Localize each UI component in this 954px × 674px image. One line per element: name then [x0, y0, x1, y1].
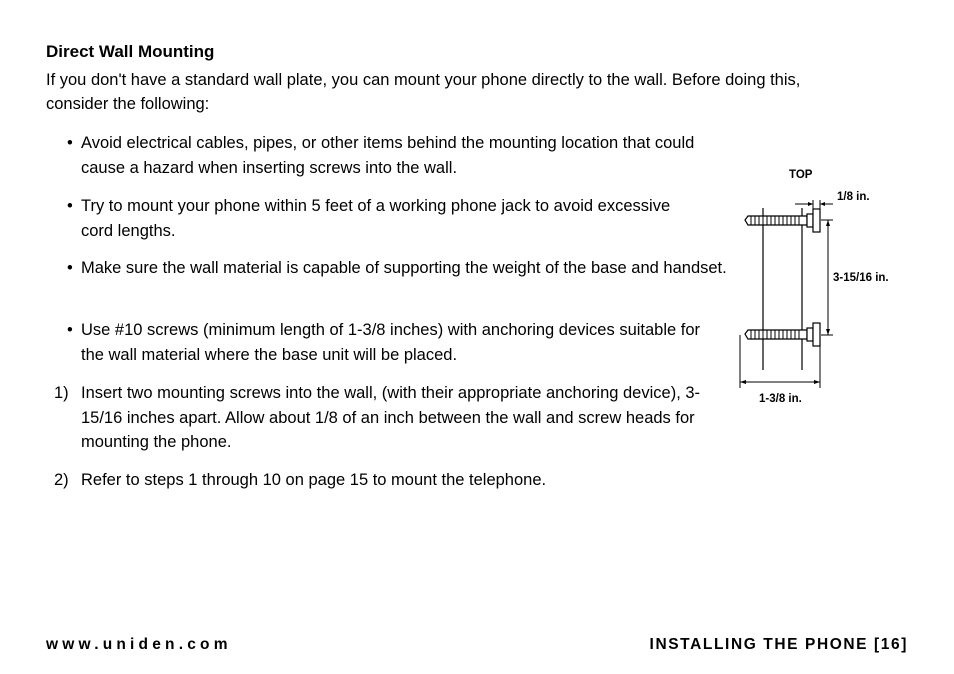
- bullet-marker: •: [67, 259, 73, 277]
- bullet-item: Avoid electrical cables, pipes, or other items behind the mounting location that could cause a hazard when inserting screws into the wall.: [81, 134, 695, 177]
- bullet-item: Use #10 screws (minimum length of 1-3/8 inches) with anchoring devices suitable for the wall material where the base unit will be placed.: [81, 321, 701, 364]
- bottom-screw-icon: [745, 323, 820, 346]
- diagram-gap-label: 1/8 in.: [837, 191, 870, 203]
- bullet-item: Try to mount your phone within 5 feet of a working phone jack to avoid excessive cord lengths.: [81, 197, 671, 240]
- bullet-marker: •: [67, 321, 73, 339]
- diagram-top-label: TOP: [789, 169, 813, 181]
- wall-mount-diagram: [735, 160, 915, 410]
- step-number: 1): [54, 384, 69, 402]
- diagram-length-label: 1-3/8 in.: [759, 393, 802, 405]
- length-dimension: [740, 335, 820, 388]
- bullet-item: Make sure the wall material is capable of supporting the weight of the base and handset.: [81, 259, 727, 277]
- top-screw-icon: [745, 209, 820, 232]
- bullet-marker: •: [67, 197, 73, 215]
- step-item: Insert two mounting screws into the wall, (with their appropriate anchoring device), 3-15/16 inches apart. Allow about 1/8 of an inch between the wall and screw heads for mounting the phone.: [81, 384, 701, 451]
- gap-dimension: [795, 200, 833, 209]
- section-page-footer: INSTALLING THE PHONE [16]: [649, 636, 908, 653]
- step-item: Refer to steps 1 through 10 on page 15 to mount the telephone.: [81, 471, 547, 489]
- bullet-marker: •: [67, 134, 73, 152]
- wall-plate: [763, 208, 802, 370]
- section-heading: Direct Wall Mounting: [46, 42, 215, 61]
- website-footer: www.uniden.com: [46, 636, 232, 653]
- diagram-spacing-label: 3-15/16 in.: [833, 272, 889, 284]
- spacing-dimension: [821, 220, 833, 335]
- intro-paragraph: If you don't have a standard wall plate, you can mount your phone directly to the wall. Before doing this, consider the following:: [46, 71, 801, 113]
- step-number: 2): [54, 471, 69, 489]
